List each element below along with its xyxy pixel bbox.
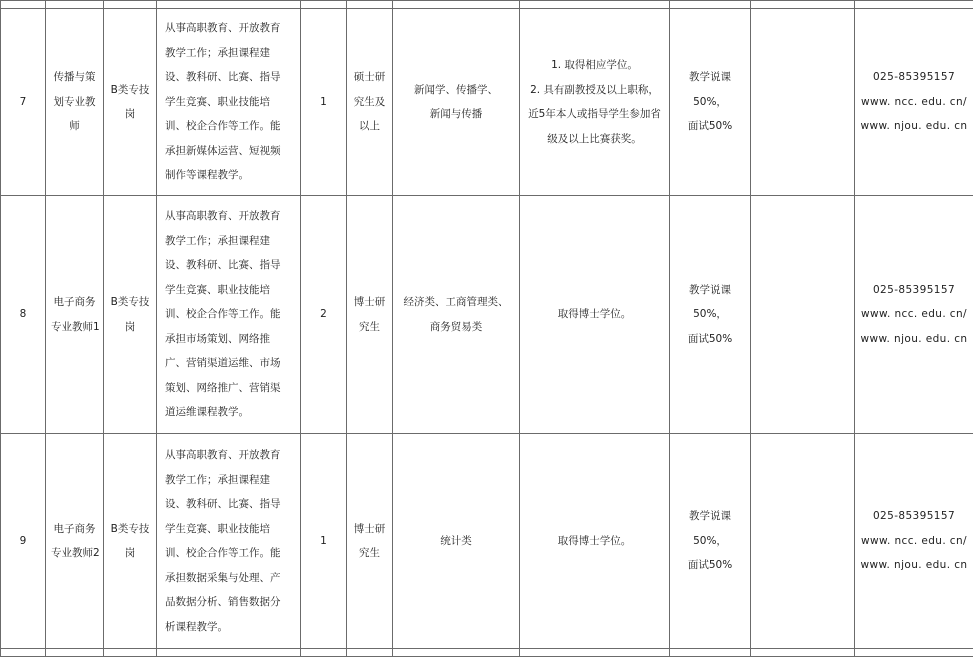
- table-row: [1, 196, 973, 434]
- row-number: 9: [1, 434, 46, 649]
- major-requirement: 经济类、工商管理类、 商务贸易类: [393, 196, 520, 434]
- remark: [751, 9, 855, 196]
- table-row: [1, 9, 973, 196]
- hiring-count: 1: [301, 434, 347, 649]
- exam-method: 教学说课 50%， 面试50%: [670, 9, 751, 196]
- post-type: B类专技 岗: [104, 196, 157, 434]
- job-duties: 从事高职教育、开放教育 教学工作；承担课程建 设、教科研、比赛、指导 学生竞赛、职业技能培 训、校企合作等工作。能 承担数据采集与处理、产 品数据分析、销售数据分 析课程教学。: [157, 434, 301, 649]
- post-name: 电子商务 专业教师2: [46, 434, 104, 649]
- hiring-count: 2: [301, 196, 347, 434]
- job-duties: 从事高职教育、开放教育 教学工作；承担课程建 设、教科研、比赛、指导 学生竞赛、职业技能培 训、校企合作等工作。能 承担新媒体运营、短视频 制作等课程教学。: [157, 9, 301, 196]
- contact-info: 025-85395157 www. ncc. edu. cn/ www. njou. edu. cn: [855, 434, 973, 649]
- post-name: 电子商务 专业教师1: [46, 196, 104, 434]
- other-requirements: 取得博士学位。: [520, 196, 670, 434]
- table-row: [1, 434, 973, 649]
- other-requirements: 取得博士学位。: [520, 434, 670, 649]
- education-requirement: 硕士研 究生及 以上: [347, 9, 393, 196]
- table-row-partial-bottom: [1, 649, 973, 657]
- table-row-partial-top: [1, 1, 973, 9]
- other-requirements: 1. 取得相应学位。 2. 具有副教授及以上职称， 近5年本人或指导学生参加省 级及以上比赛获奖。: [520, 9, 670, 196]
- hiring-count: 1: [301, 9, 347, 196]
- job-duties: 从事高职教育、开放教育 教学工作；承担课程建 设、教科研、比赛、指导 学生竞赛、职业技能培 训、校企合作等工作。能 承担市场策划、网络推 广、营销渠道运维、市场 策划、网络推广、营销渠 道运维课程教学。: [157, 196, 301, 434]
- row-number: 7: [1, 9, 46, 196]
- post-type: B类专技 岗: [104, 9, 157, 196]
- exam-method: 教学说课 50%， 面试50%: [670, 434, 751, 649]
- remark: [751, 434, 855, 649]
- exam-method: 教学说课 50%， 面试50%: [670, 196, 751, 434]
- major-requirement: 统计类: [393, 434, 520, 649]
- remark: [751, 196, 855, 434]
- contact-info: 025-85395157 www. ncc. edu. cn/ www. njou. edu. cn: [855, 9, 973, 196]
- post-type: B类专技 岗: [104, 434, 157, 649]
- row-number: 8: [1, 196, 46, 434]
- post-name: 传播与策 划专业教 师: [46, 9, 104, 196]
- major-requirement: 新闻学、传播学、 新闻与传播: [393, 9, 520, 196]
- education-requirement: 博士研 究生: [347, 434, 393, 649]
- education-requirement: 博士研 究生: [347, 196, 393, 434]
- contact-info: 025-85395157 www. ncc. edu. cn/ www. njou. edu. cn: [855, 196, 973, 434]
